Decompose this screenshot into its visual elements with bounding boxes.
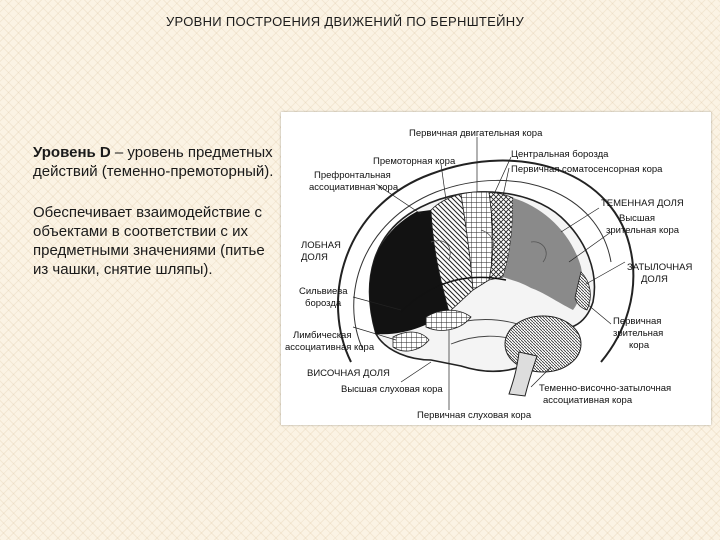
label-primary-visual-3: кора [629, 340, 650, 351]
level-heading: Уровень D [33, 144, 111, 161]
label-higher-visual-2: зрительная кора [606, 225, 680, 236]
brain-diagram-figure [281, 112, 711, 425]
label-higher-visual-1: Высшая [619, 213, 655, 224]
brain-diagram [281, 112, 711, 425]
cerebellum [505, 316, 581, 372]
label-occipital-lobe-2: ДОЛЯ [641, 274, 668, 285]
label-prefrontal-2: ассоциативная кора [309, 182, 399, 193]
left-text-block [33, 143, 278, 279]
label-frontal-lobe-2: ДОЛЯ [301, 252, 328, 263]
label-sylvian-2: борозда [305, 298, 342, 309]
label-primary-auditory: Первичная слуховая кора [417, 410, 532, 421]
label-central-sulcus: Центральная борозда [511, 149, 609, 160]
slide-title: УРОВНИ ПОСТРОЕНИЯ ДВИЖЕНИЙ ПО БЕРНШТЕЙНУ [165, 14, 525, 29]
label-tpo-1: Теменно-височно-затылочная [539, 383, 672, 394]
label-primary-visual-1: Первичная [613, 316, 662, 327]
label-sylvian-1: Сильвиева [299, 286, 348, 297]
label-temporal-lobe: ВИСОЧНАЯ ДОЛЯ [307, 368, 390, 379]
label-occipital-lobe-1: ЗАТЫЛОЧНАЯ [627, 262, 693, 273]
function-description: Обеспечивает взаимодействие с объектами в соответствии с их предметными значениями (питье из чашки, снятие шляпы). [33, 204, 265, 278]
label-higher-auditory: Высшая слуховая кора [341, 384, 443, 395]
label-tpo-2: ассоциативная кора [543, 395, 633, 406]
label-primary-visual-2: зрительная [613, 328, 664, 339]
label-parietal-lobe: ТЕМЕННАЯ ДОЛЯ [601, 198, 684, 209]
label-prefrontal-1: Префронтальная [314, 170, 391, 181]
label-limbic-1: Лимбическая [293, 330, 352, 341]
label-primary-somatosensory: Первичная соматосенсорная кора [511, 164, 663, 175]
label-premotor: Премоторная кора [373, 156, 456, 167]
label-limbic-2: ассоциативная кора [285, 342, 375, 353]
level-description [33, 143, 278, 181]
level-description-text: – уровень предметных действий (теменно-премоторный). [33, 144, 274, 180]
label-primary-motor: Первичная двигательная кора [409, 128, 543, 139]
label-frontal-lobe-1: ЛОБНАЯ [301, 240, 341, 251]
